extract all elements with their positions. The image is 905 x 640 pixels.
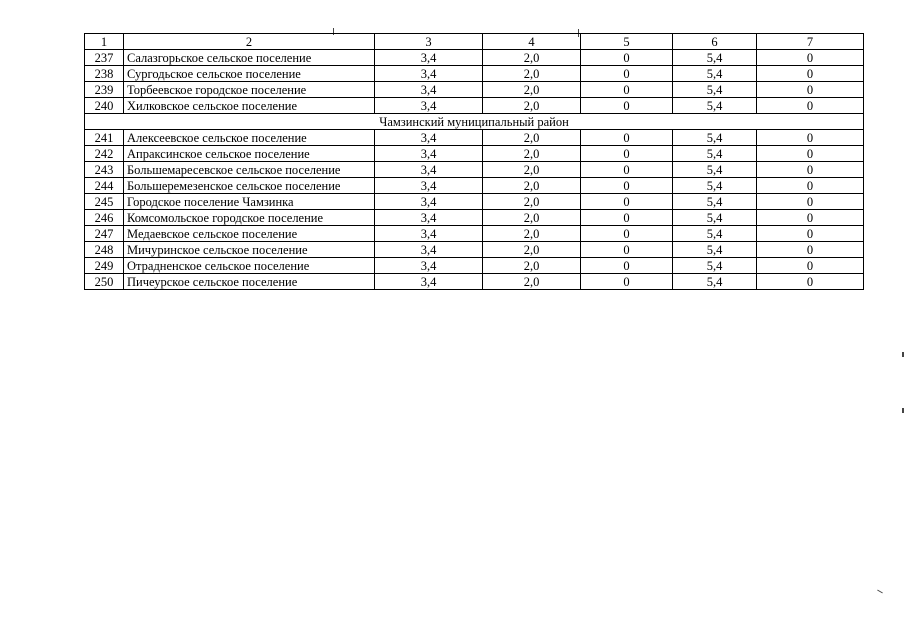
settlement-name-cell: Городское поселение Чамзинка [124,194,375,210]
value-cell-col7: 0 [757,98,864,114]
settlement-name-cell: Салазгорьское сельское поселение [124,50,375,66]
row-number-cell: 239 [85,82,124,98]
value-cell-col5: 0 [581,162,673,178]
value-cell-col6: 5,4 [673,178,757,194]
value-cell-col3: 3,4 [375,242,483,258]
value-cell-col3: 3,4 [375,274,483,290]
value-cell-col5: 0 [581,258,673,274]
value-cell-col4: 2,0 [483,178,581,194]
table-row [85,82,864,98]
value-cell-col4: 2,0 [483,66,581,82]
section-title: Чамзинский муниципальный район [85,114,864,130]
value-cell-col6: 5,4 [673,226,757,242]
value-cell-col6: 5,4 [673,162,757,178]
value-cell-col6: 5,4 [673,258,757,274]
settlement-name-cell: Медаевское сельское поселение [124,226,375,242]
value-cell-col6: 5,4 [673,194,757,210]
value-cell-col6: 5,4 [673,130,757,146]
table-body-bottom [85,130,864,290]
row-number-cell: 248 [85,242,124,258]
value-cell-col7: 0 [757,178,864,194]
value-cell-col6: 5,4 [673,146,757,162]
table-body-top [85,50,864,114]
row-number-cell: 246 [85,210,124,226]
value-cell-col3: 3,4 [375,194,483,210]
value-cell-col3: 3,4 [375,162,483,178]
value-cell-col4: 2,0 [483,210,581,226]
scan-artifact [877,590,883,594]
value-cell-col3: 3,4 [375,226,483,242]
settlement-name-cell: Торбеевское городское поселение [124,82,375,98]
table-row [85,162,864,178]
row-number-cell: 247 [85,226,124,242]
column-header: 4 [483,34,581,50]
value-cell-col7: 0 [757,146,864,162]
value-cell-col4: 2,0 [483,130,581,146]
column-header: 6 [673,34,757,50]
row-number-cell: 240 [85,98,124,114]
value-cell-col7: 0 [757,194,864,210]
value-cell-col5: 0 [581,146,673,162]
row-number-cell: 249 [85,258,124,274]
value-cell-col4: 2,0 [483,82,581,98]
value-cell-col4: 2,0 [483,194,581,210]
value-cell-col7: 0 [757,50,864,66]
row-number-cell: 238 [85,66,124,82]
value-cell-col4: 2,0 [483,242,581,258]
settlement-name-cell: Отрадненское сельское поселение [124,258,375,274]
table-row [85,66,864,82]
value-cell-col7: 0 [757,210,864,226]
value-cell-col3: 3,4 [375,66,483,82]
column-header: 7 [757,34,864,50]
table-row [85,242,864,258]
table-row [85,130,864,146]
value-cell-col6: 5,4 [673,82,757,98]
value-cell-col4: 2,0 [483,258,581,274]
scan-artifact [902,408,904,413]
value-cell-col3: 3,4 [375,82,483,98]
value-cell-col4: 2,0 [483,274,581,290]
table-row [85,50,864,66]
value-cell-col6: 5,4 [673,98,757,114]
value-cell-col5: 0 [581,130,673,146]
value-cell-col4: 2,0 [483,98,581,114]
settlement-name-cell: Комсомольское городское поселение [124,210,375,226]
value-cell-col6: 5,4 [673,50,757,66]
settlement-name-cell: Апраксинское сельское поселение [124,146,375,162]
scan-artifact [902,352,904,357]
table-row [85,194,864,210]
value-cell-col3: 3,4 [375,210,483,226]
value-cell-col5: 0 [581,50,673,66]
section-body [85,114,864,130]
value-cell-col7: 0 [757,162,864,178]
value-cell-col5: 0 [581,274,673,290]
settlement-name-cell: Мичуринское сельское поселение [124,242,375,258]
value-cell-col5: 0 [581,226,673,242]
header-row [85,34,864,50]
table-row [85,258,864,274]
value-cell-col6: 5,4 [673,242,757,258]
row-number-cell: 237 [85,50,124,66]
data-table [84,33,864,290]
column-header: 1 [85,34,124,50]
value-cell-col7: 0 [757,242,864,258]
row-number-cell: 243 [85,162,124,178]
value-cell-col4: 2,0 [483,50,581,66]
value-cell-col3: 3,4 [375,146,483,162]
value-cell-col7: 0 [757,82,864,98]
value-cell-col5: 0 [581,194,673,210]
value-cell-col5: 0 [581,210,673,226]
column-header: 2 [124,34,375,50]
value-cell-col4: 2,0 [483,146,581,162]
value-cell-col5: 0 [581,242,673,258]
value-cell-col6: 5,4 [673,274,757,290]
section-row [85,114,864,130]
value-cell-col5: 0 [581,98,673,114]
value-cell-col5: 0 [581,178,673,194]
value-cell-col7: 0 [757,274,864,290]
value-cell-col3: 3,4 [375,258,483,274]
value-cell-col7: 0 [757,66,864,82]
value-cell-col5: 0 [581,66,673,82]
value-cell-col6: 5,4 [673,210,757,226]
column-header: 5 [581,34,673,50]
row-number-cell: 250 [85,274,124,290]
table-row [85,178,864,194]
value-cell-col6: 5,4 [673,66,757,82]
settlement-name-cell: Хилковское сельское поселение [124,98,375,114]
settlement-name-cell: Большеремезенское сельское поселение [124,178,375,194]
table-row [85,274,864,290]
value-cell-col5: 0 [581,82,673,98]
value-cell-col3: 3,4 [375,178,483,194]
value-cell-col3: 3,4 [375,98,483,114]
settlement-name-cell: Большемаресевское сельское поселение [124,162,375,178]
value-cell-col7: 0 [757,130,864,146]
table-row [85,98,864,114]
column-header: 3 [375,34,483,50]
settlement-name-cell: Сургодьское сельское поселение [124,66,375,82]
row-number-cell: 244 [85,178,124,194]
row-number-cell: 242 [85,146,124,162]
settlement-name-cell: Алексеевское сельское поселение [124,130,375,146]
settlement-name-cell: Пичеурское сельское поселение [124,274,375,290]
value-cell-col4: 2,0 [483,226,581,242]
value-cell-col7: 0 [757,258,864,274]
row-number-cell: 241 [85,130,124,146]
value-cell-col4: 2,0 [483,162,581,178]
value-cell-col3: 3,4 [375,130,483,146]
table-row [85,210,864,226]
table-row [85,146,864,162]
row-number-cell: 245 [85,194,124,210]
table-row [85,226,864,242]
value-cell-col7: 0 [757,226,864,242]
value-cell-col3: 3,4 [375,50,483,66]
